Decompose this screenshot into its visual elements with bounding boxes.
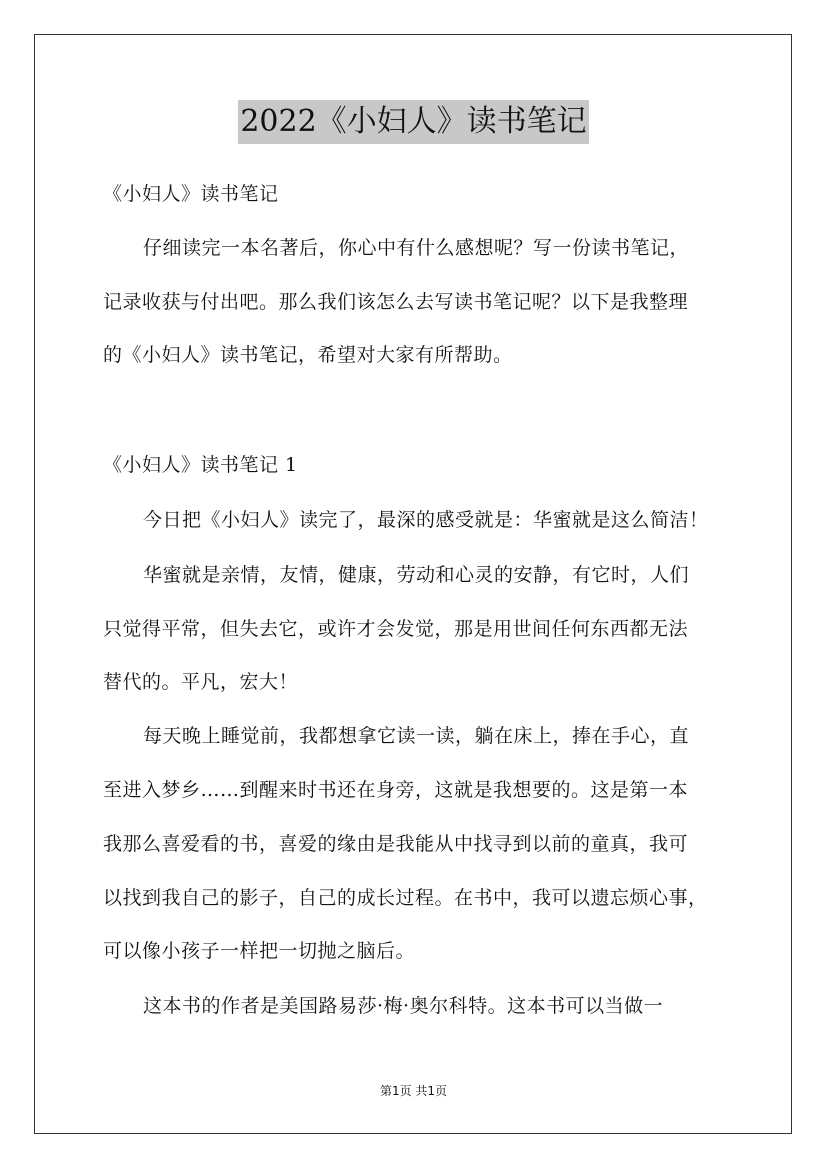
body-line: 今日把《小妇人》读完了，最深的感受就是：华蜜就是这么简洁！ <box>143 509 709 531</box>
body-line: 只觉得平常，但失去它，或许才会发觉，那是用世间任何东西都无法 <box>103 618 689 640</box>
body-line: 每天晚上睡觉前，我都想拿它读一读，躺在床上，捧在手心，直 <box>143 725 690 747</box>
page-number-footer: 第1页 共1页 <box>379 1084 448 1098</box>
intro-line: 的《小妇人》读书笔记，希望对大家有所帮助。 <box>103 344 513 366</box>
section-heading: 《小妇人》读书笔记 1 <box>103 454 298 476</box>
intro-line: 仔细读完一本名著后，你心中有什么感想呢？写一份读书笔记， <box>143 237 690 259</box>
document-title: 2022《小妇人》读书笔记 <box>238 100 588 144</box>
body-line: 至进入梦乡……到醒来时书还在身旁，这就是我想要的。这是第一本 <box>103 779 689 801</box>
subtitle: 《小妇人》读书笔记 <box>103 183 279 205</box>
body-line: 这本书的作者是美国路易莎·梅·奥尔科特。这本书可以当做一 <box>143 995 664 1017</box>
body-line: 替代的。平凡，宏大！ <box>103 671 299 693</box>
intro-line: 记录收获与付出吧。那么我们该怎么去写读书笔记呢？以下是我整理 <box>103 291 689 313</box>
body-line: 可以像小孩子一样把一切抛之脑后。 <box>103 940 416 962</box>
body-line: 我那么喜爱看的书，喜爱的缘由是我能从中找寻到以前的童真，我可 <box>103 833 689 855</box>
title-container <box>0 100 827 144</box>
body-line: 华蜜就是亲情，友情，健康，劳动和心灵的安静，有它时，人们 <box>143 564 690 586</box>
body-line: 以找到我自己的影子，自己的成长过程。在书中，我可以遗忘烦心事， <box>103 887 708 909</box>
